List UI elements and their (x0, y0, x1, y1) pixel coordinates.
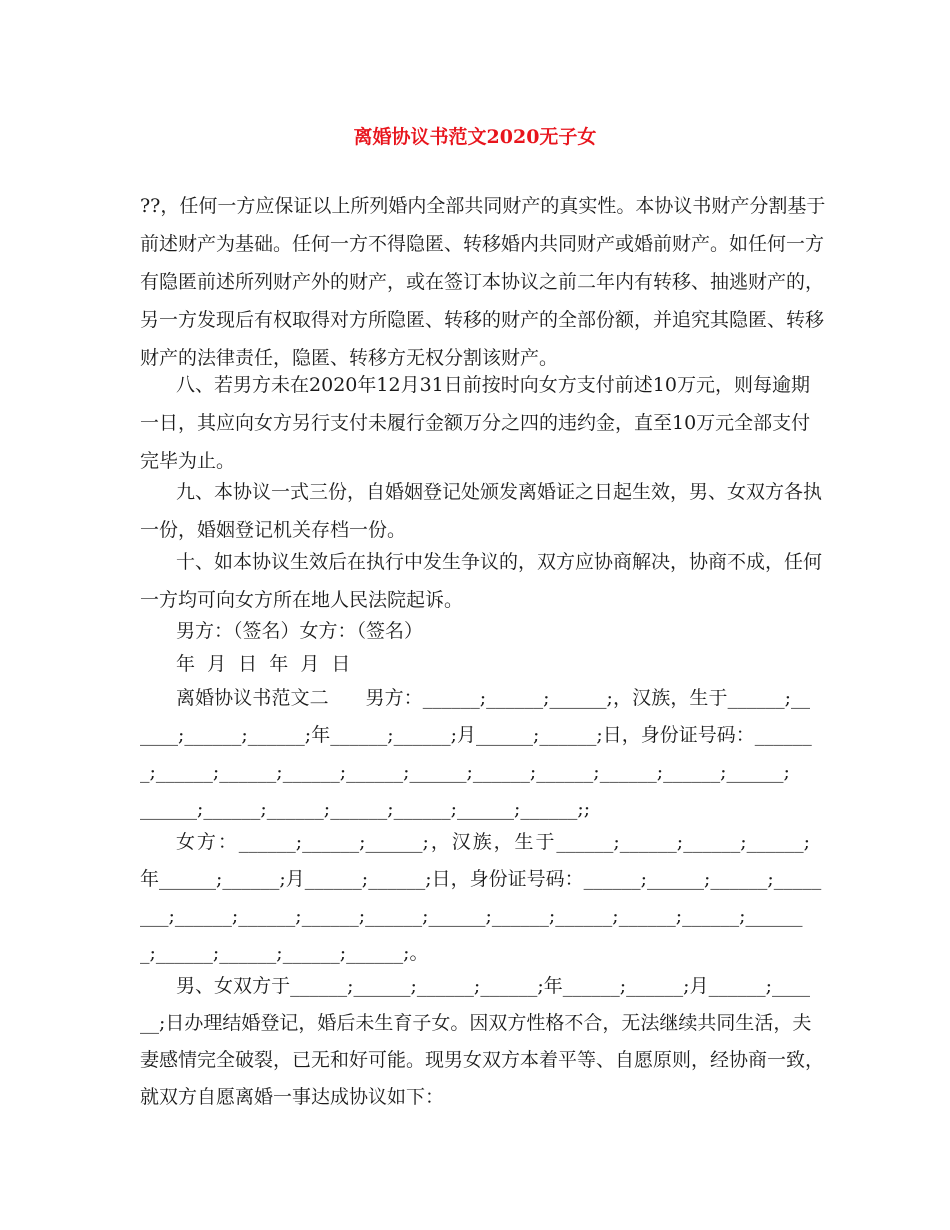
paragraph-line: 年______;______;月______;______;日，身份证号码：______;______;______;_____ (140, 868, 822, 890)
paragraph-line: 一方均可向女方所在地人民法院起诉。 (140, 589, 464, 611)
paragraph-line: 九、本协议一式三份，自婚姻登记处颁发离婚证之日起生效，男、女双方各执 (176, 481, 823, 503)
paragraph-line: 就双方自愿离婚一事达成协议如下： (140, 1086, 445, 1108)
date-line: 年 月 日 年 月 日 (176, 653, 351, 675)
paragraph-line: 男、女双方于______;______;______;______;年______;______;月______;____ (176, 975, 810, 997)
paragraph-line: ______;______;______;______;______;______;______;; (140, 798, 591, 820)
paragraph-line: 有隐匿前述所列财产外的财产，或在签订本协议之前二年内有转移、抽逃财产的， (140, 271, 825, 293)
paragraph-line: 妻感情完全破裂，已无和好可能。现男女双方本着平等、自愿原则，经协商一致， (140, 1049, 825, 1071)
document-title: 离婚协议书范文2020无子女 (353, 126, 597, 148)
paragraph-line: _;______;______;______;______;______;______;______;______;______;______; (140, 761, 790, 783)
signature-line: 男方：（签名）女方：（签名） (176, 620, 424, 642)
paragraph-line: __;日办理结婚登记，婚后未生育子女。因双方性格不合，无法继续共同生活，夫 (140, 1012, 812, 1034)
paragraph-line: 八、若男方未在2020年12月31日前按时向女方支付前述10万元，则每逾期 (176, 374, 810, 396)
paragraph-line: 完毕为止。 (140, 450, 236, 472)
paragraph-line: ??，任何一方应保证以上所列婚内全部共同财产的真实性。本协议书财产分割基于 (140, 195, 826, 217)
paragraph-line: 十、如本协议生效后在执行中发生争议的，双方应协商解决，协商不成，任何 (176, 551, 823, 573)
paragraph-line: 一份，婚姻登记机关存档一份。 (140, 519, 407, 541)
paragraph-line: _;______;______;______;______;。 (140, 942, 429, 964)
paragraph-line: 另一方发现后有权取得对方所隐匿、转移的财产的全部份额，并追究其隐匿、转移 (140, 309, 825, 331)
paragraph-line: ____;______;______;年______;______;月______;______;日，身份证号码：______ (140, 724, 812, 746)
paragraph-line: 一日，其应向女方另行支付未履行金额万分之四的违约金，直至10万元全部支付 (140, 412, 811, 434)
paragraph-line: 财产的法律责任，隐匿、转移方无权分割该财产。 (140, 347, 559, 369)
paragraph-line: 前述财产为基础。任何一方不得隐匿、转移婚内共同财产或婚前财产。如任何一方 (140, 233, 825, 255)
paragraph-line: 离婚协议书范文二 男方：______;______;______;，汉族，生于______;__ (176, 687, 810, 709)
paragraph-line: ___;______;______;______;______;______;______;______;______;______;______ (140, 905, 803, 927)
paragraph-line: 女方：______;______;______;，汉族，生于______;______;______;______; (176, 831, 810, 853)
